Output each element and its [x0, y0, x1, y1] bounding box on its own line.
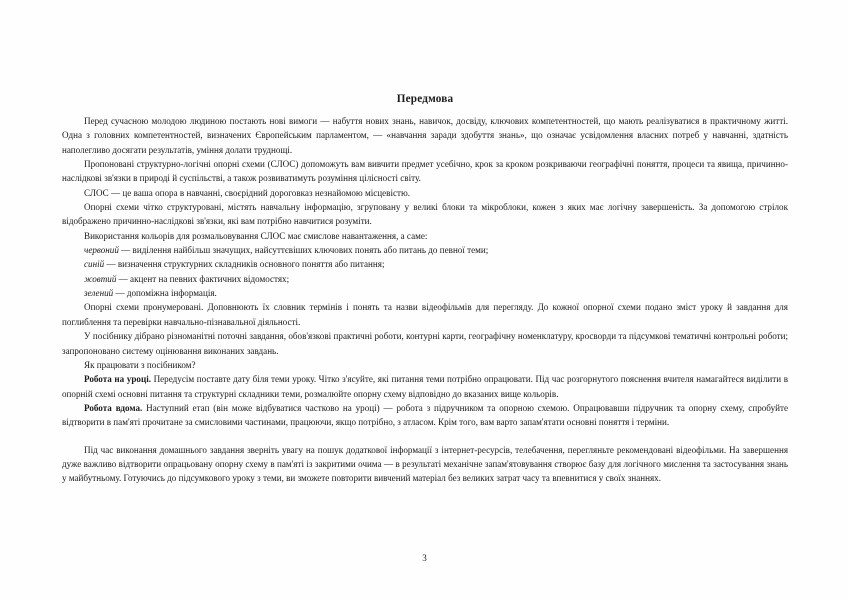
page-number: 3 [422, 553, 427, 563]
color-legend-name: жовтий [84, 273, 117, 284]
paragraph-how-to-use: Як працювати з посібником? [84, 359, 196, 370]
paragraph-slos-intro: Пропоновані структурно-логічні опорні схеми (СЛОС) допоможуть вам вивчити предмет усебічно, крок за кроком розкриваючи географічні поняття, процеси та явища, причинно-наслідкові зв'язки в природі й суспільстві, а також розвиватимуть розуміння цілісності світу. [62, 159, 788, 184]
color-legend-name: червоний [84, 245, 119, 256]
section-work-in-class [62, 372, 788, 401]
section-heading-work-in-class: Робота на уроці. [84, 374, 151, 385]
paragraph-slos-support: СЛОС — це ваша опора в навчанні, своєрідний дороговказ незнайомою місцевістю. [84, 187, 411, 198]
section-heading-work-at-home: Робота вдома. [84, 402, 143, 413]
paragraph-intro: Перед сучасною молодою людиною постають нові вимоги — набуття нових знань, навичок, досвіду, ключових компетентностей, що мають реалізуватися в практичному житті. Одна з головних компетентностей, визначених Європейським парламентом, — «навчання заради здобуття знань», що означає усвідомлення власних потреб у навчанні, здатність наполегливо досягати результатів, уміння долати труднощі. [62, 116, 788, 155]
section-work-at-home [62, 401, 788, 430]
color-legend-item-red [62, 243, 788, 257]
color-legend-name: синій [84, 259, 105, 270]
paragraph-structure: Опорні схеми чітко структуровані, містять навчальну інформацію, згруповану у великі блоки та мікроблоки, кожен з яких має логічну завершеність. За допомогою стрілок відображено причинно-наслідкові зв'язки, які вам потрібно навчитися розуміти. [62, 202, 788, 227]
color-legend-description: акцент на певних фактичних відомостях; [130, 273, 290, 284]
color-legend-name: зелений [84, 288, 114, 299]
section-body-work-at-home: Наступний етап (він може відбуватися частково на уроці) — робота з підручником та опорною схемою. Опрацювавши підручник та опорну схему, спробуйте відтворити в пам'яті прочитане за смисловими частинами, працюючи, якщо потрібно, з атласом. Крім того, вам варто запам'ятати основні поняття і терміни. [62, 402, 788, 428]
color-legend-item-blue [62, 257, 788, 271]
page-title: Передмова [396, 93, 454, 105]
paragraph-homework-advice: Під час виконання домашнього завдання зверніть увагу на пошук додаткової інформації з інтернет-ресурсів, телебачення, перегляньте рекомендовані відеофільми. На завершення дуже важливо відтворити опрацьовану опорну схему в пам'яті із закритими очима — в результаті механічне запам'ятовування створює базу для логічного мислення та застосування знань у майбутньому. Готуючись до підсумкового уроку з теми, ви зможете повторити вивчений матеріал без великих затрат часу та впевнитися у своїх знаннях. [62, 444, 788, 484]
color-legend-separator: — [113, 288, 127, 299]
color-legend-separator: — [116, 273, 131, 284]
color-legend-separator: — [118, 245, 133, 256]
page-content [62, 92, 788, 486]
paragraph-numbered: Опорні схеми пронумеровані. Доповнюють їх словник термінів і понять та назви відеофільмів для перегляду. До кожної опорної схеми подано зміст уроку й завдання для поглиблення та перевірки навчально-пізнавальної діяльності. [62, 302, 788, 327]
color-legend-description: визначення структурних складників основного поняття або питання; [117, 259, 385, 270]
paragraph-colors-intro: Використання кольорів для розмальовування СЛОС має смислове навантаження, а саме: [84, 230, 428, 241]
color-legend-description: виділення найбільш значущих, найсуттєвіших ключових понять або питань до певної теми; [132, 245, 489, 256]
color-legend-separator: — [104, 259, 118, 270]
paragraph-manual-content: У посібнику дібрано різноманітні поточні завдання, обов'язкові практичні роботи, контурні карти, географічну номенклатуру, кросворди та підсумкові тематичні контрольні роботи; запропоновано систему оцінювання виконаних завдань. [62, 331, 788, 356]
color-legend-description: допоміжна інформація. [126, 288, 217, 299]
section-body-work-in-class: Передусім поставте дату біля теми уроку. Чітко з'ясуйте, які питання теми потрібно опрацювати. Під час розгорнутого пояснення вчителя намагайтеся виділити в опорній схемі основні питання та структурні складники теми, розмалюйте опорну схему відповідно до вказаних вище кольорів. [62, 374, 788, 399]
color-legend-item-green [62, 286, 788, 300]
color-legend-item-yellow [62, 272, 788, 286]
